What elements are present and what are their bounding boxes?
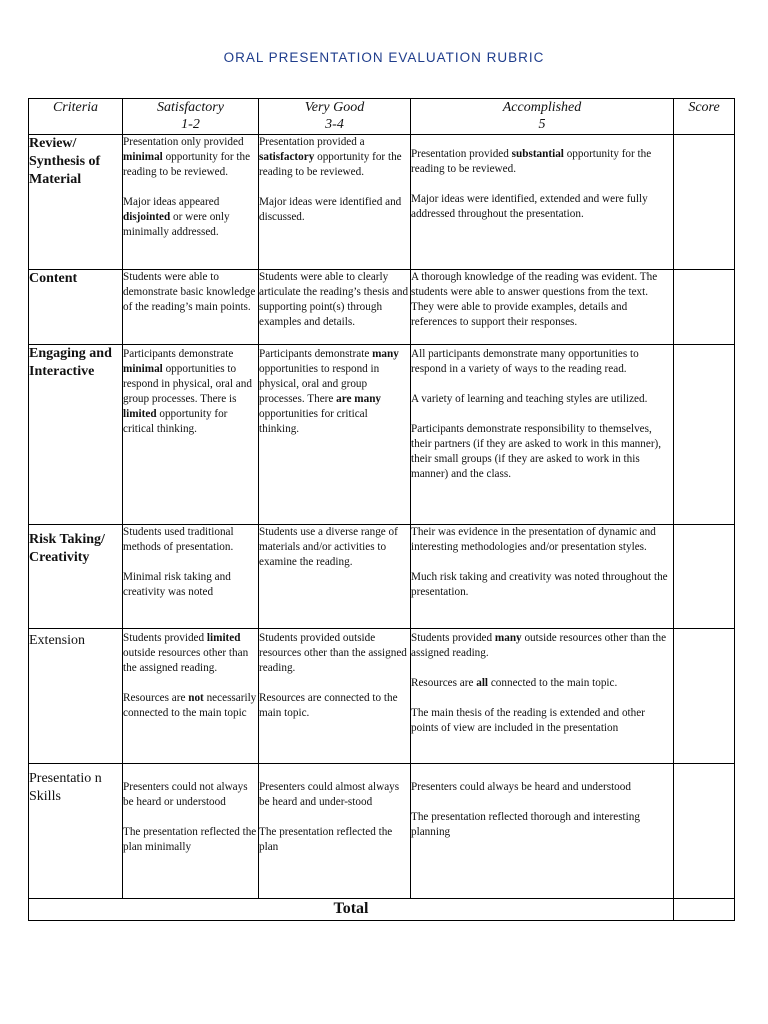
- review-accomplished: Presentation provided substantial opportunity for the reading to be reviewed. Major ideas were identified, extended and were fully addressed throughout the presentation.: [411, 135, 674, 270]
- criterion-risk: Risk Taking/ Creativity: [29, 525, 123, 629]
- skills-accomplished: Presenters could always be heard and understood The presentation reflected thorough and interesting planning: [411, 764, 674, 899]
- engaging-accomplished: All participants demonstrate many opportunities to respond in a variety of ways to the reading read. A variety of learning and teaching styles are utilized. Participants demonstrate responsibility to themselves, their partners (if they are asked to work in this manner), their small groups (if they are asked to work in this manner) and the class.: [411, 345, 674, 525]
- engaging-very-good: Participants demonstrate many opportunities to respond in physical, oral and group processes. There are many opportunities for critical thinking.: [259, 345, 411, 525]
- table-row: [29, 764, 735, 899]
- score-cell[interactable]: [674, 135, 735, 270]
- review-satisfactory: Presentation only provided minimal opportunity for the reading to be reviewed. Major ideas appeared disjointed or were only minimally addressed.: [123, 135, 259, 270]
- review-very-good: Presentation provided a satisfactory opportunity for the reading to be reviewed. Major ideas were identified and discussed.: [259, 135, 411, 270]
- content-very-good: Students were able to clearly articulate the reading’s thesis and supporting point(s) through examples and details.: [259, 270, 411, 345]
- risk-very-good: Students use a diverse range of materials and/or activities to examine the reading.: [259, 525, 411, 629]
- header-accomplished: Accomplished 5: [411, 99, 674, 135]
- score-cell[interactable]: [674, 525, 735, 629]
- criterion-engaging: Engaging and Interactive: [29, 345, 123, 525]
- header-row: [29, 99, 735, 135]
- table-row: [29, 135, 735, 270]
- content-accomplished: A thorough knowledge of the reading was evident. The students were able to answer questions from the text. They were able to provide examples, details and references to support their responses.: [411, 270, 674, 345]
- extension-very-good: Students provided outside resources other than the assigned reading. Resources are connected to the main topic.: [259, 629, 411, 764]
- table-row: [29, 345, 735, 525]
- rubric-table: [28, 98, 735, 921]
- total-row: [29, 899, 735, 921]
- page-title: ORAL PRESENTATION EVALUATION RUBRIC: [223, 50, 545, 65]
- skills-very-good: Presenters could almost always be heard and under-stood The presentation reflected the plan: [259, 764, 411, 899]
- score-cell[interactable]: [674, 629, 735, 764]
- content-satisfactory: Students were able to demonstrate basic knowledge of the reading’s main points.: [123, 270, 259, 345]
- engaging-satisfactory: Participants demonstrate minimal opportunities to respond in physical, oral and group processes. There is limited opportunity for critical thinking.: [123, 345, 259, 525]
- risk-accomplished: Their was evidence in the presentation of dynamic and interesting methodologies and/or presentation styles. Much risk taking and creativity was noted throughout the presentation.: [411, 525, 674, 629]
- score-cell[interactable]: [674, 764, 735, 899]
- table-row: [29, 629, 735, 764]
- criterion-skills: Presentatio n Skills: [29, 764, 123, 899]
- extension-accomplished: Students provided many outside resources other than the assigned reading. Resources are all connected to the main topic. The main thesis of the reading is extended and other points of view are included in the presentation: [411, 629, 674, 764]
- criterion-extension: Extension: [29, 629, 123, 764]
- table-row: [29, 270, 735, 345]
- total-label: Total: [29, 899, 674, 921]
- header-very-good: Very Good 3-4: [259, 99, 411, 135]
- score-cell[interactable]: [674, 270, 735, 345]
- total-score-cell[interactable]: [674, 899, 735, 921]
- risk-satisfactory: Students used traditional methods of presentation. Minimal risk taking and creativity was noted: [123, 525, 259, 629]
- header-score: Score: [674, 99, 735, 135]
- skills-satisfactory: Presenters could not always be heard or understood The presentation reflected the plan minimally: [123, 764, 259, 899]
- header-criteria: Criteria: [29, 99, 123, 135]
- extension-satisfactory: Students provided limited outside resources other than the assigned reading. Resources are not necessarily connected to the main topic: [123, 629, 259, 764]
- header-satisfactory: Satisfactory 1-2: [123, 99, 259, 135]
- table-row: [29, 525, 735, 629]
- score-cell[interactable]: [674, 345, 735, 525]
- criterion-review: Review/ Synthesis of Material: [29, 135, 123, 270]
- criterion-content: Content: [29, 270, 123, 345]
